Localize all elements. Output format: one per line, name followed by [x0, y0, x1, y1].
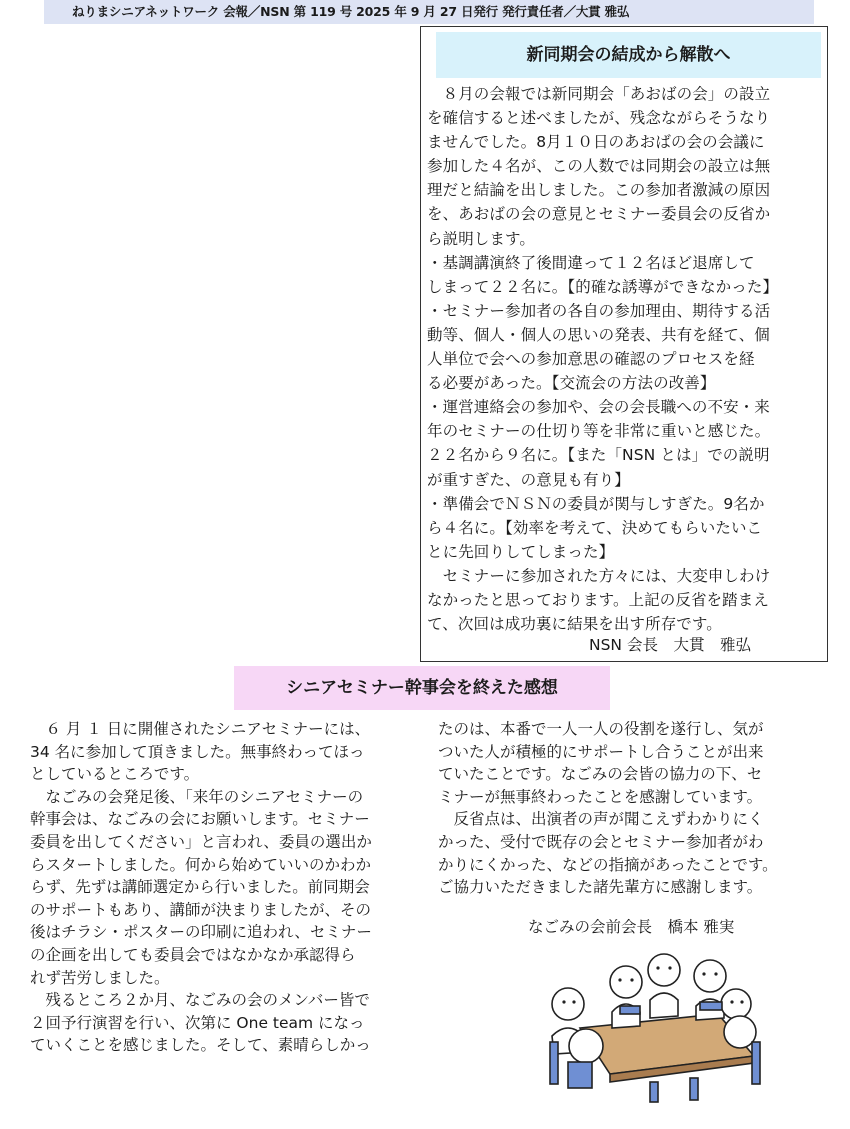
column-line: ご協力いただきました諸先輩方に感謝します。	[438, 878, 763, 897]
article-line: て、次回は成功裏に結果を出す所存です。	[427, 615, 722, 634]
column-line: ていくことを感じました。そして、素晴らしかっ	[30, 1036, 371, 1055]
column-line: 後はチラシ・ポスターの印刷に追われ、セミナー	[30, 923, 372, 942]
column-line: かりにくかった、などの指摘があったことです。	[438, 855, 778, 874]
column-line: の企画を出しても委員会ではなかなか承認得ら	[30, 945, 356, 964]
column-line: ２回予行演習を行い、次第に One team になっ	[30, 1013, 365, 1032]
column-line: らず、先ずは講師選定から行いました。前同期会	[30, 878, 370, 897]
article-signature: NSN 会長 大貫 雅弘	[589, 636, 751, 654]
article-line: ・準備会でＮＳＮの委員が関与しすぎた。9名か	[427, 494, 765, 513]
column-line: ６ 月 １ 日に開催されたシニアセミナーには、	[30, 720, 371, 738]
article-line: 年のセミナーの仕切り等を非常に重いと感じた。	[427, 422, 771, 441]
article-line: セミナーに参加された方々には、大変申しわけ	[427, 566, 771, 585]
article-line: を確信すると述べましたが、残念ながらそうなり	[427, 109, 771, 128]
article-line: が重すぎた、の意見も有り】	[427, 470, 630, 489]
meeting-illustration	[540, 946, 768, 1106]
section-title-seminar: シニアセミナー幹事会を終えた感想	[234, 666, 610, 710]
column-line: としているところです。	[30, 765, 200, 784]
article-title: 新同期会の結成から解散へ	[436, 32, 821, 78]
article-line: ませんでした。8月１０日のあおばの会の会議に	[427, 133, 765, 152]
article-line: とに先回りしてしまった】	[427, 542, 615, 561]
article-line: 理だと結論を出しました。この参加者激減の原因	[427, 181, 771, 200]
column-line: 幹事会は、なごみの会にお願いします。セミナー	[30, 810, 370, 829]
article-line: ら４名に。【効率を考えて、決めてもらいたいこ	[427, 518, 763, 537]
article-line: ８月の会報では新同期会「あおばの会」の設立	[427, 85, 771, 103]
article-line: 人単位で会への参加意思の確認のプロセスを経	[427, 350, 755, 369]
article-line: を、あおばの会の意見とセミナー委員会の反省か	[427, 205, 771, 224]
column-line: 34 名に参加して頂きました。無事終わってほっ	[30, 742, 365, 761]
article-line: ら説明します。	[427, 229, 535, 248]
column-line: ミナーが無事終わったことを感謝しています。	[438, 787, 763, 806]
column-line: 反省点は、出演者の声が聞こえずわかりにく	[438, 810, 764, 829]
column-line: なごみの会発足後、「来年のシニアセミナーの	[30, 787, 364, 806]
article-line: ・基調講演終了後間違って１２名ほど退席して	[427, 253, 755, 272]
column-line: らスタートしました。何から始めていいのかわか	[30, 855, 372, 874]
article-line: ・運営連絡会の参加や、会の会長職への不安・来	[427, 398, 770, 417]
article-column-left	[30, 718, 418, 1057]
article-line: ２２名から９名に。【また「NSN とは」での説明	[427, 446, 770, 465]
article-signature: なごみの会前会長 橋本 雅実	[528, 918, 735, 936]
column-line: のサポートもあり、講師が決まりましたが、その	[30, 900, 372, 919]
article-box-dissolution	[420, 26, 828, 662]
column-line: たのは、本番で一人一人の役割を遂行し、気が	[438, 720, 764, 738]
column-line: ついた人が積極的にサポートし合うことが出来	[438, 742, 764, 761]
column-line: れず苦労しました。	[30, 968, 170, 987]
column-line: ていたことです。なごみの会皆の協力の下、セ	[438, 765, 763, 784]
newsletter-masthead: ねりまシニアネットワーク 会報／NSN 第 119 号 2025 年 9 月 27 日発行 発行責任者／大貫 雅弘	[44, 0, 814, 24]
column-line: かった、受付で既存の会とセミナー参加者がわ	[438, 832, 764, 851]
article-column-right	[438, 718, 823, 899]
article-line: る必要があった。【交流会の方法の改善】	[427, 374, 716, 393]
article-line: しまって２２名に。【的確な誘導ができなかった】	[427, 277, 779, 296]
column-line: 委員を出してください」と言われ、委員の選出か	[30, 832, 372, 851]
article-body	[427, 82, 823, 636]
article-line: 参加した４名が、この人数では同期会の設立は無	[427, 157, 771, 176]
article-line: ・セミナー参加者の各自の参加理由、期待する活	[427, 301, 771, 320]
article-line: 動等、個人・個人の思いの発表、共有を経て、個	[427, 325, 770, 344]
article-line: なかったと思っております。上記の反省を踏まえ	[427, 590, 769, 609]
column-line: 残るところ２か月、なごみの会のメンバー皆で	[30, 991, 370, 1010]
